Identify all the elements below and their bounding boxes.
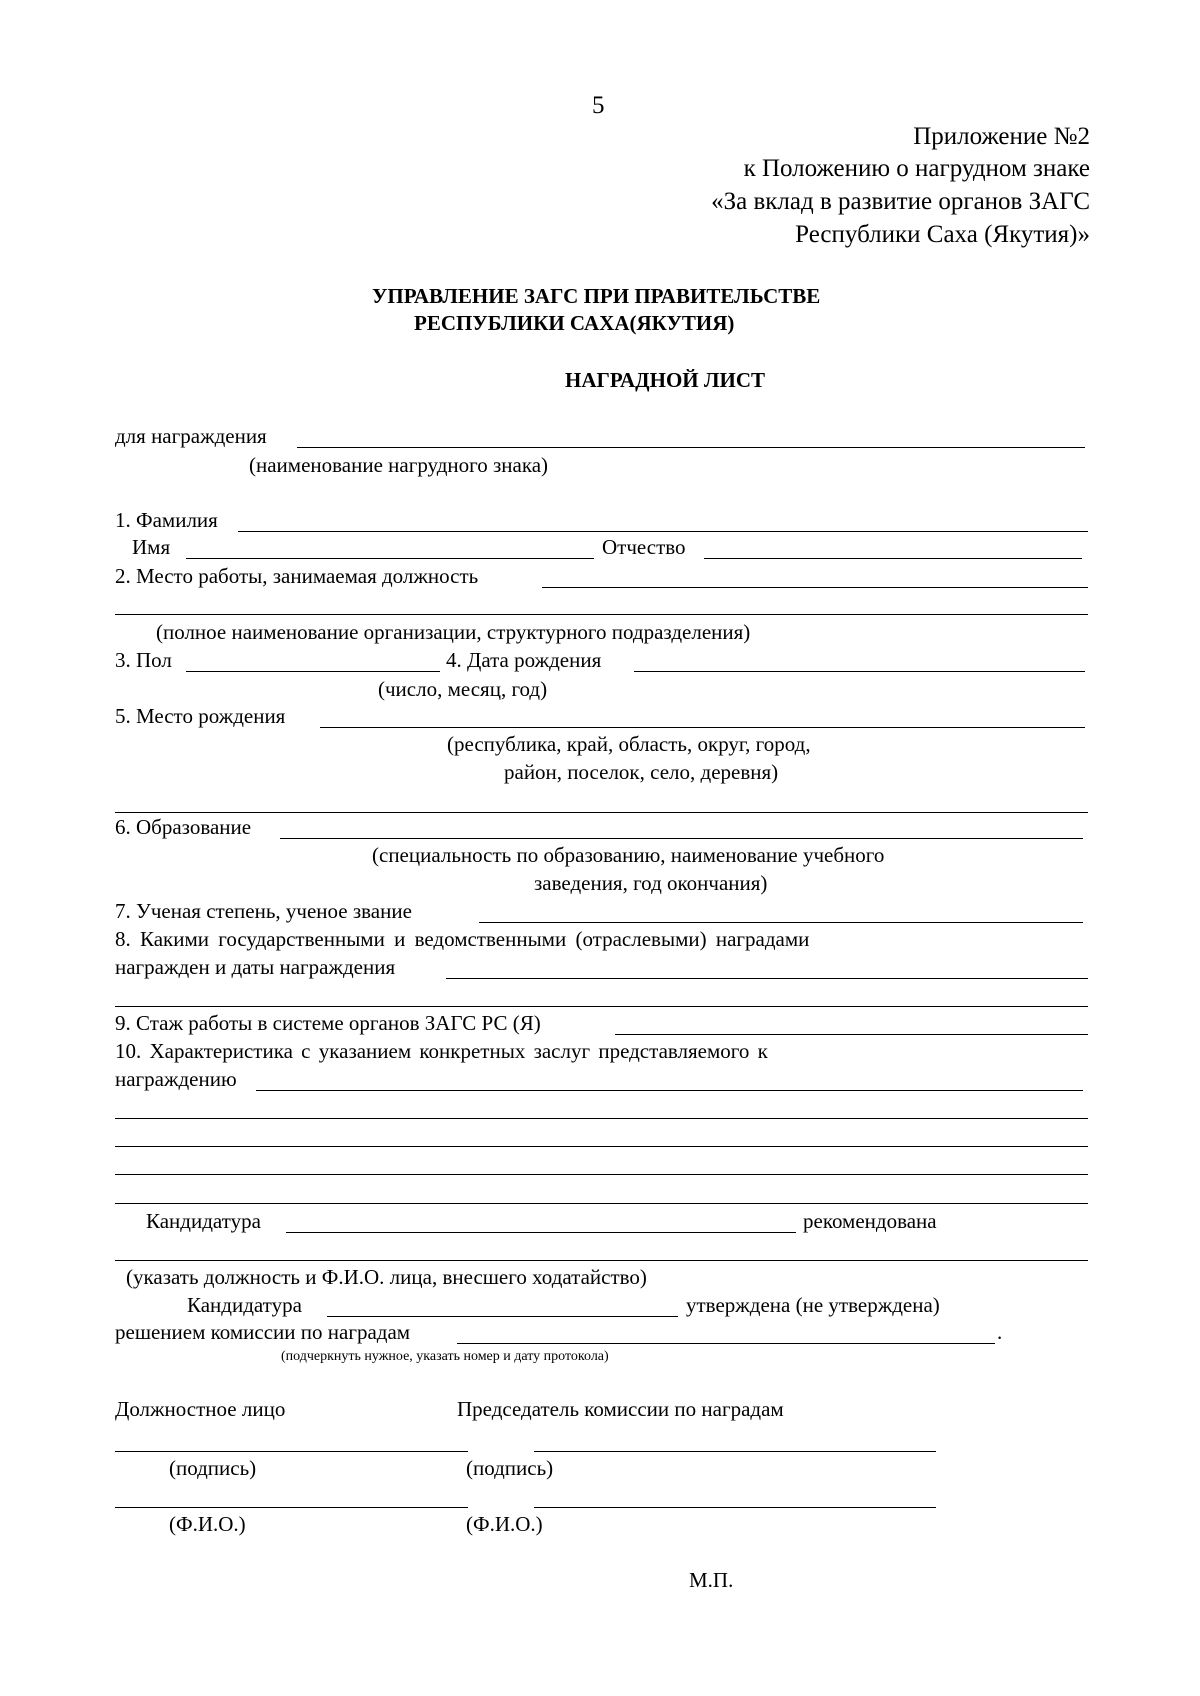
surname-label: 1. Фамилия	[115, 508, 218, 532]
official-fio-hint: (Ф.И.О.)	[169, 1512, 246, 1536]
characteristic-field-2[interactable]	[115, 1118, 1088, 1119]
appendix-line-2: к Положению о нагрудном знаке	[743, 155, 1090, 182]
stamp-place: М.П.	[689, 1568, 734, 1592]
workplace-label: 2. Место работы, занимаемая должность	[115, 564, 479, 588]
characteristic-field-5[interactable]	[115, 1203, 1088, 1204]
candidacy-field[interactable]	[286, 1232, 796, 1233]
awards-label-2: награжден и даты награждения	[115, 955, 396, 979]
name-field[interactable]	[186, 558, 594, 559]
patronymic-field[interactable]	[704, 558, 1082, 559]
birth-place-field[interactable]	[320, 727, 1085, 728]
decision-field[interactable]	[457, 1343, 995, 1344]
birth-place-field-2[interactable]	[115, 812, 1088, 813]
document-title: НАГРАДНОЙ ЛИСТ	[565, 368, 766, 392]
appendix-line-3: «За вклад в развитие органов ЗАГС	[711, 188, 1090, 215]
workplace-field-2[interactable]	[115, 614, 1088, 615]
official-fio-field[interactable]	[115, 1507, 468, 1508]
page-number: 5	[592, 92, 605, 119]
education-hint-2: заведения, год окончания)	[534, 871, 768, 895]
workplace-hint: (полное наименование организации, структурного подразделения)	[156, 620, 751, 644]
characteristic-field-3[interactable]	[115, 1146, 1088, 1147]
candidacy-2-field[interactable]	[327, 1316, 678, 1317]
decision-hint: (подчеркнуть нужное, указать номер и дату протокола)	[281, 1349, 609, 1364]
surname-field[interactable]	[238, 531, 1088, 532]
birth-place-hint-1: (республика, край, область, округ, город,	[447, 732, 811, 756]
experience-field[interactable]	[615, 1034, 1088, 1035]
education-label: 6. Образование	[115, 815, 252, 839]
degree-label: 7. Ученая степень, ученое звание	[115, 899, 412, 923]
degree-field[interactable]	[479, 922, 1083, 923]
awards-label-1: 8. Какими государственными и ведомственными (отраслевыми) наградами	[115, 927, 810, 951]
decision-period: .	[997, 1320, 1003, 1344]
birth-date-field[interactable]	[634, 671, 1085, 672]
name-label: Имя	[132, 535, 171, 559]
candidacy-label: Кандидатура	[146, 1209, 261, 1233]
chairman-signature-hint: (подпись)	[466, 1456, 554, 1480]
recommended-label: рекомендована	[803, 1209, 937, 1233]
decision-label: решением комиссии по наградам	[115, 1320, 411, 1344]
patronymic-label: Отчество	[602, 535, 686, 559]
characteristic-field-1[interactable]	[256, 1090, 1083, 1091]
official-signature-field[interactable]	[115, 1451, 468, 1452]
chairman-fio-field[interactable]	[534, 1507, 936, 1508]
appendix-line-1: Приложение №2	[913, 123, 1090, 150]
awards-field[interactable]	[446, 978, 1088, 979]
chairman-label: Председатель комиссии по наградам	[457, 1397, 784, 1421]
birth-date-label: 4. Дата рождения	[446, 648, 602, 672]
education-hint-1: (специальность по образованию, наименование учебного	[372, 843, 885, 867]
characteristic-label-2: награждению	[115, 1067, 237, 1091]
education-field[interactable]	[280, 838, 1083, 839]
chairman-signature-field[interactable]	[534, 1451, 936, 1452]
characteristic-field-4[interactable]	[115, 1174, 1088, 1175]
official-label: Должностное лицо	[115, 1397, 286, 1421]
recommender-hint: (указать должность и Ф.И.О. лица, внесшего ходатайство)	[126, 1265, 647, 1289]
recommender-field[interactable]	[115, 1260, 1088, 1261]
appendix-line-4: Республики Саха (Якутия)»	[795, 221, 1090, 248]
approved-label: утверждена (не утверждена)	[686, 1293, 940, 1317]
award-for-label: для награждения	[115, 424, 267, 448]
chairman-fio-hint: (Ф.И.О.)	[466, 1512, 543, 1536]
sex-field[interactable]	[186, 671, 440, 672]
workplace-field[interactable]	[542, 587, 1088, 588]
birth-place-hint-2: район, поселок, село, деревня)	[504, 760, 779, 784]
experience-label: 9. Стаж работы в системе органов ЗАГС РС (Я)	[115, 1011, 541, 1035]
birth-place-label: 5. Место рождения	[115, 704, 286, 728]
birth-date-hint: (число, месяц, год)	[378, 677, 548, 701]
sex-label: 3. Пол	[115, 648, 172, 672]
characteristic-label-1: 10. Характеристика с указанием конкретных заслуг представляемого к	[115, 1039, 768, 1063]
awards-field-2[interactable]	[115, 1006, 1088, 1007]
org-name-line-2: РЕСПУБЛИКИ САХА(ЯКУТИЯ)	[414, 311, 735, 335]
official-signature-hint: (подпись)	[169, 1456, 257, 1480]
award-for-hint: (наименование нагрудного знака)	[249, 453, 549, 477]
org-name-line-1: УПРАВЛЕНИЕ ЗАГС ПРИ ПРАВИТЕЛЬСТВЕ	[372, 284, 821, 308]
award-for-field[interactable]	[297, 447, 1085, 448]
candidacy-2-label: Кандидатура	[187, 1293, 302, 1317]
